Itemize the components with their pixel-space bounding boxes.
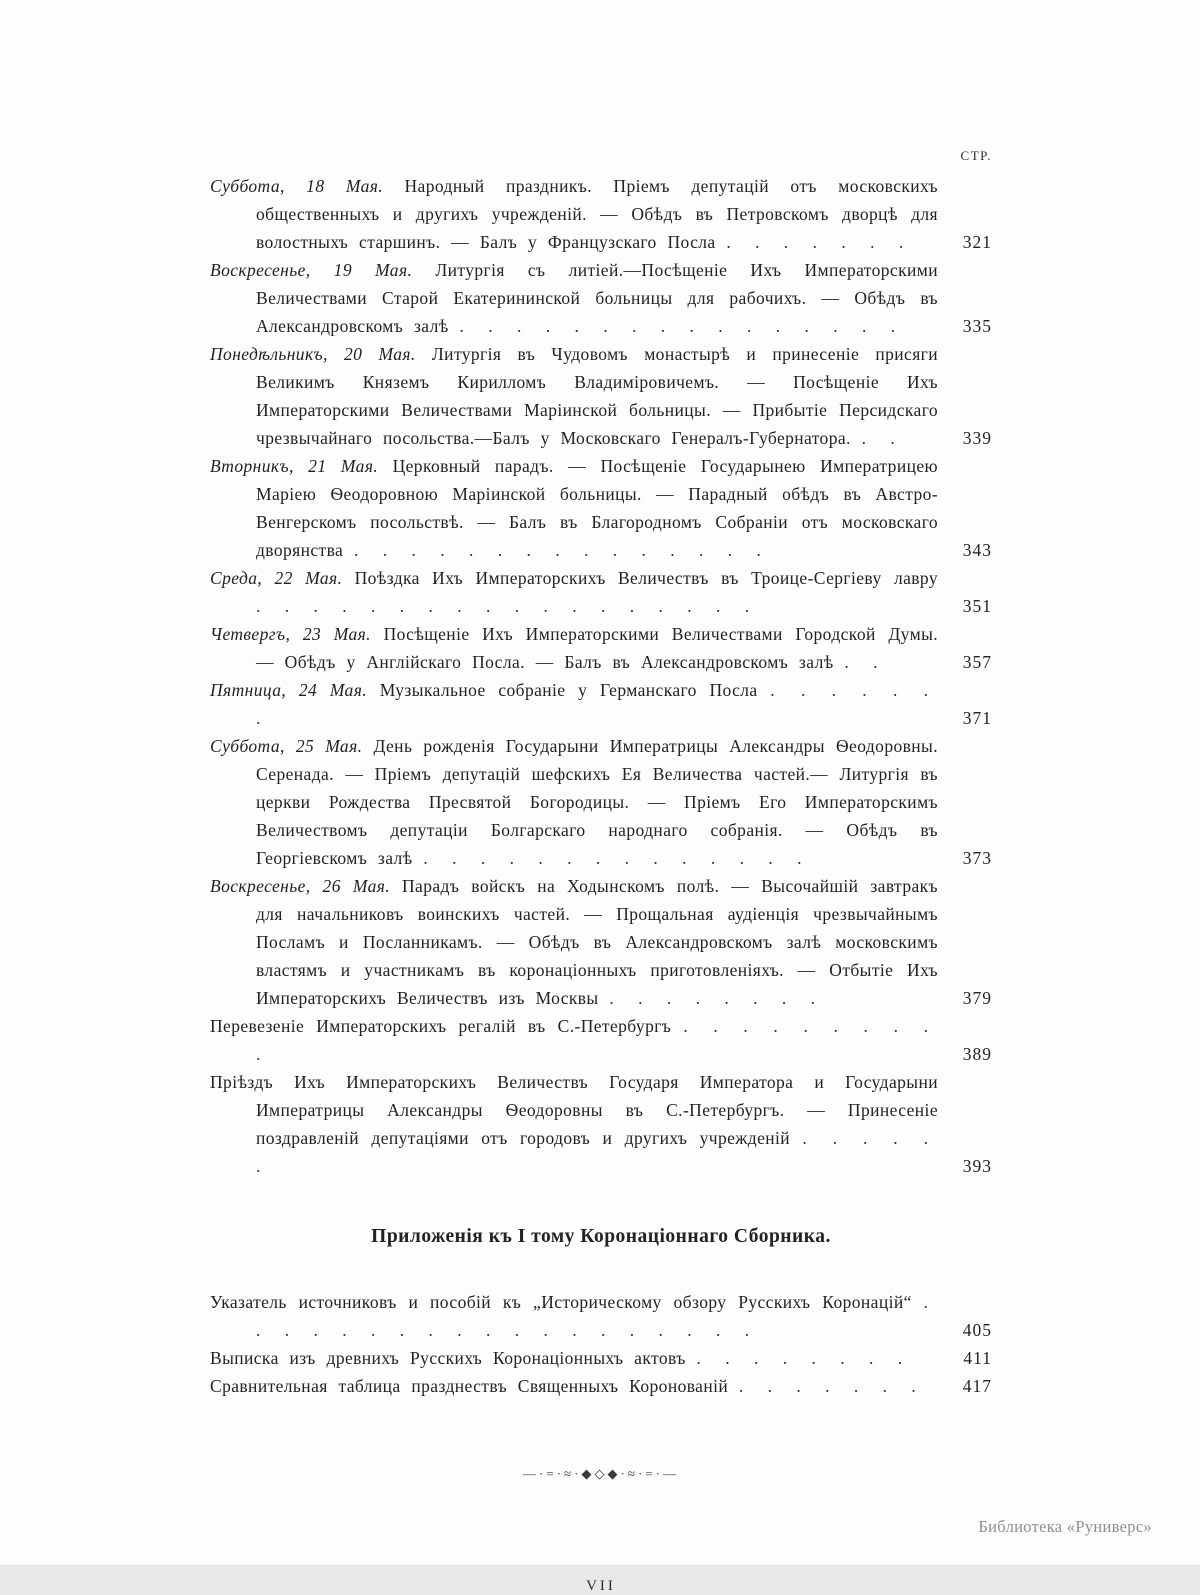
toc-entry-date: Пятница, 24 Мая. bbox=[210, 680, 380, 700]
leader-dots: . . . . . . . . . . . . . . . . . . bbox=[256, 596, 760, 616]
toc-entry-text: Посѣщеніе Ихъ Императорскими Величествами Городской Думы. — Обѣдъ у Англійскаго Посла. — Балъ въ Александровскомъ залѣ bbox=[256, 624, 939, 672]
toc-entry-date: Воскресенье, 19 Мая. bbox=[210, 260, 436, 280]
leader-dots: . . . . . . . . . . . . . . bbox=[423, 848, 812, 868]
toc-entry-text: Народный праздникъ. Пріемъ депутацій отъ московскихъ общественныхъ и другихъ учрежденій. — Обѣдъ въ Петровскомъ дворцѣ для волостныхъ старшинъ. — Балъ у Французскаго Посла bbox=[256, 176, 938, 252]
toc-entry-page: 357 bbox=[962, 652, 992, 672]
toc-entry bbox=[210, 676, 992, 732]
leader-dots: . . . . . . . . bbox=[609, 988, 825, 1008]
page-number: VII bbox=[586, 1578, 616, 1594]
toc-entry-date: Понедѣльникъ, 20 Мая. bbox=[210, 344, 432, 364]
toc-entry-date: Вторникъ, 21 Мая. bbox=[210, 456, 393, 476]
toc-entry-text: Сравнительная таблица празднествъ Священныхъ Коронованій bbox=[210, 1376, 739, 1396]
ornament-divider-icon: —·=·≈·◆◇◆·≈·=·— bbox=[523, 1466, 679, 1481]
toc-entry-page: 335 bbox=[962, 316, 992, 336]
toc-entry bbox=[210, 620, 992, 676]
leader-dots: . . . . . . . bbox=[256, 680, 939, 728]
toc-entry-text: Перевезеніе Императорскихъ регалій въ С.-Петербургъ bbox=[210, 1016, 684, 1036]
toc-entry-date: Среда, 22 Мая. bbox=[210, 568, 355, 588]
leader-dots: . . . . . . . . . . . . . . . . bbox=[459, 316, 906, 336]
toc-entry-page: 343 bbox=[962, 540, 992, 560]
toc-entry-date: Воскресенье, 26 Мая. bbox=[210, 876, 403, 896]
toc-entry-page: 389 bbox=[962, 1044, 992, 1064]
toc-entry bbox=[210, 1288, 992, 1344]
leader-dots: . . . . . . . bbox=[738, 1376, 926, 1396]
toc-entry-date: Четвергъ, 23 Мая. bbox=[210, 624, 384, 644]
toc-entry-page: 339 bbox=[962, 428, 992, 448]
toc-entry-page: 373 bbox=[962, 848, 992, 868]
leader-dots: . . . . . . . . . . . . . . . bbox=[353, 540, 771, 560]
toc-entry bbox=[210, 172, 992, 256]
toc-entry-text: Музыкальное собраніе у Германскаго Посла bbox=[379, 680, 771, 700]
toc-entry-text: День рожденія Государыни Императрицы Александры Ѳеодоровны. Серенада. — Пріемъ депутацій шефскихъ Ея Величества частей.— Литургія въ церкви Рождества Пресвятой Богородицы. — Пріемъ Его Императорскимъ Величествомъ депутаціи Болгарскаго народнаго собранія. — Обѣдъ въ Георгіевскомъ залѣ bbox=[256, 736, 938, 868]
leader-dots: . . bbox=[861, 428, 905, 448]
toc-entry-text: Указатель источниковъ и пособій къ „Историческому обзору Русскихъ Коронацій“ bbox=[210, 1292, 924, 1312]
library-watermark: Библиотека «Руниверс» bbox=[978, 1517, 1152, 1536]
leader-dots: . . . . . . . bbox=[726, 232, 914, 252]
toc-entry-page: 351 bbox=[962, 596, 992, 616]
toc-entry-page: 417 bbox=[962, 1376, 992, 1396]
leader-dots: . . . . . . bbox=[256, 1128, 938, 1176]
toc-entry bbox=[210, 1012, 992, 1068]
toc-entry bbox=[210, 1068, 992, 1180]
toc-entry-page: 321 bbox=[962, 232, 992, 252]
toc-entry-text: Поѣздка Ихъ Императорскихъ Величествъ въ Троице-Сергіеву лавру bbox=[354, 568, 938, 588]
toc-entry-text: Литургія съ литіей.—Посѣщеніе Ихъ Императорскими Величествами Старой Екатерининской больницы для рабочихъ. — Обѣдъ въ Александровскомъ залѣ bbox=[256, 260, 938, 336]
toc-entry bbox=[210, 564, 992, 620]
toc-entry-page: 411 bbox=[963, 1348, 992, 1368]
toc-entry-date: Суббота, 25 Мая. bbox=[210, 736, 374, 756]
toc-entry-page: 393 bbox=[962, 1156, 992, 1176]
leader-dots: . . bbox=[844, 652, 888, 672]
toc-entry-text: Выписка изъ древнихъ Русскихъ Коронаціонныхъ актовъ bbox=[210, 1348, 697, 1368]
leader-dots: . . . . . . . . . . bbox=[256, 1016, 938, 1064]
toc-entry bbox=[210, 256, 992, 340]
toc-entry-text: Церковный парадъ. — Посѣщеніе Государынею Императрицею Маріею Ѳеодоровною Маріинской больницы. — Парадный обѣдъ въ Австро-Венгерскомъ посольствѣ. — Балъ въ Благородномъ Собраніи отъ московскаго дворянства bbox=[256, 456, 938, 560]
appendix-heading: Приложенія къ I тому Коронаціоннаго Сборника. bbox=[371, 1226, 831, 1247]
toc-entry-page: 405 bbox=[962, 1320, 992, 1340]
toc-entry-date: Суббота, 18 Мая. bbox=[210, 176, 405, 196]
leader-dots: . . . . . . . . bbox=[696, 1348, 913, 1368]
page-content bbox=[210, 148, 992, 1595]
toc-entry-page: 371 bbox=[962, 708, 992, 728]
toc-entry-text: Парадъ войскъ на Ходынскомъ полѣ. — Высочайшій завтракъ для начальниковъ воинскихъ частей. — Прощальная аудіенція чрезвычайнымъ Посламъ и Посланникамъ. — Обѣдъ въ Александровскомъ залѣ московскимъ властямъ и участникамъ въ коронаціонныхъ приготовленіяхъ. — Отбытіе Ихъ Императорскихъ Величествъ изъ Москвы bbox=[256, 876, 938, 1008]
toc-entry-text: Литургія въ Чудовомъ монастырѣ и принесеніе присяги Великимъ Княземъ Кирилломъ Владиміровичемъ. — Посѣщеніе Ихъ Императорскими Величествами Маріинской больницы. — Прибытіе Персидскаго чрезвычайнаго посольства.—Балъ у Московскаго Генералъ-Губернатора. bbox=[256, 344, 938, 448]
leader-dots: . . . . . . . . . . . . . . . . . . . bbox=[256, 1292, 938, 1340]
toc-entry bbox=[210, 732, 992, 872]
toc-entry-page: 379 bbox=[962, 988, 992, 1008]
toc-entry bbox=[210, 1372, 992, 1400]
toc-entry bbox=[210, 872, 992, 1012]
toc-entry-text: Пріѣздъ Ихъ Императорскихъ Величествъ Государя Императора и Государыни Императрицы Александры Ѳеодоровны въ С.-Петербургъ. — Принесеніе поздравленій депутаціями отъ городовъ и другихъ учрежденій bbox=[210, 1072, 938, 1148]
toc-entry bbox=[210, 1344, 992, 1372]
page-column-header: СТР. bbox=[960, 148, 992, 163]
toc-list bbox=[210, 172, 992, 1180]
toc-entry bbox=[210, 452, 992, 564]
appendix-list bbox=[210, 1288, 992, 1400]
toc-entry bbox=[210, 340, 992, 452]
